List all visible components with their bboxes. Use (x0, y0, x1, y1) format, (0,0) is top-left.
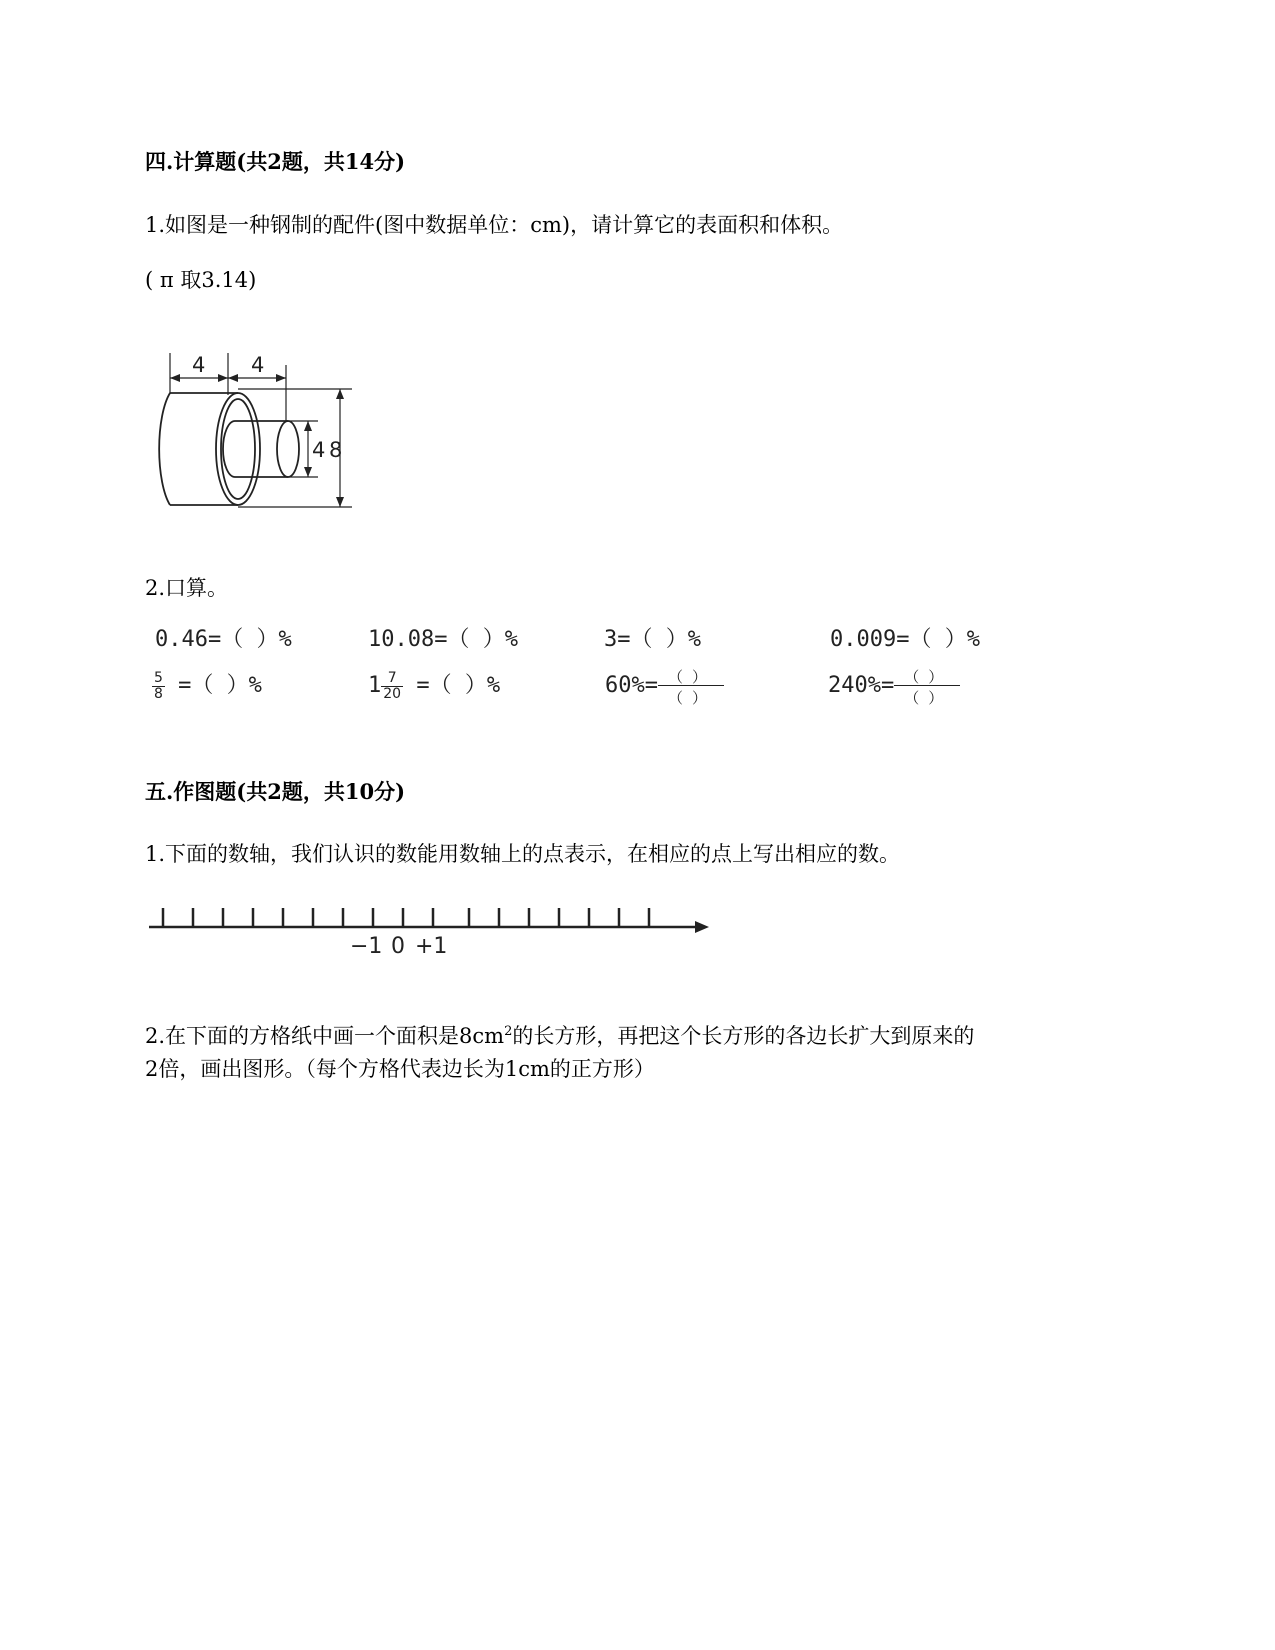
question-5-2-line1: 2.在下面的方格纸中画一个面积是$8cm^2$的长方形，再把这个长方形的各边长扩大到原来的 (145, 1024, 975, 1048)
question-4-2-text: 2.口算。 (145, 576, 229, 600)
question-4-1-text: 1.如图是一种钢制的配件(图中数据单位：cm)，请计算它的表面积和体积。 (145, 213, 844, 237)
question-5-2-line2: 2倍，画出图形。（每个方格代表边长为1cm的正方形） (145, 1057, 655, 1081)
mental-math-item-4: 0.009=（ ）% (830, 627, 980, 652)
label-zero: 0 (391, 934, 405, 959)
large-cylinder-left-edge (159, 393, 170, 505)
mental-math-item-2: 10.08=（ ）% (368, 627, 518, 652)
small-cylinder-face (277, 421, 299, 477)
label-plus-one: +1 (415, 934, 448, 959)
dim-label-inner: 4 (312, 438, 326, 462)
dim-label-outer: 8 (329, 438, 343, 462)
section5-heading: 五.作图题(共2题，共10分) (145, 779, 406, 804)
number-line-arrow (695, 921, 709, 933)
fraction-7-20: $\frac{7}{20}$ (383, 669, 402, 702)
mental-math-item-8: 240%= （ ） （ ） (828, 668, 960, 704)
steel-part-figure (140, 345, 360, 515)
fraction-5-8: $\frac{5}{8}$ (154, 669, 163, 702)
label-minus-one: −1 (350, 934, 383, 959)
blank-fraction: （ ） （ ） (894, 668, 960, 704)
dim-label-right: 4 (251, 353, 265, 377)
dim-label-left: 4 (192, 353, 206, 377)
section4-heading: 四.计算题(共2题，共14分) (145, 149, 406, 174)
mental-math-item-7: 60%= （ ） （ ） (605, 668, 724, 704)
mental-math-item-1: 0.46=（ ）% (155, 627, 292, 652)
blank-fraction: （ ） （ ） (658, 668, 724, 704)
question-4-1-note: ( π 取3.14) (145, 268, 257, 292)
question-5-1-text: 1.下面的数轴，我们认识的数能用数轴上的点表示，在相应的点上写出相应的数。 (145, 842, 901, 866)
number-line (145, 900, 715, 962)
mental-math-item-3: 3=（ ）% (604, 627, 701, 652)
mental-math-item-6: 1 $\frac{7}{20}$ =（ ）% (368, 669, 501, 702)
mental-math-item-5: $\frac{5}{8}$ =（ ）% (154, 669, 262, 702)
